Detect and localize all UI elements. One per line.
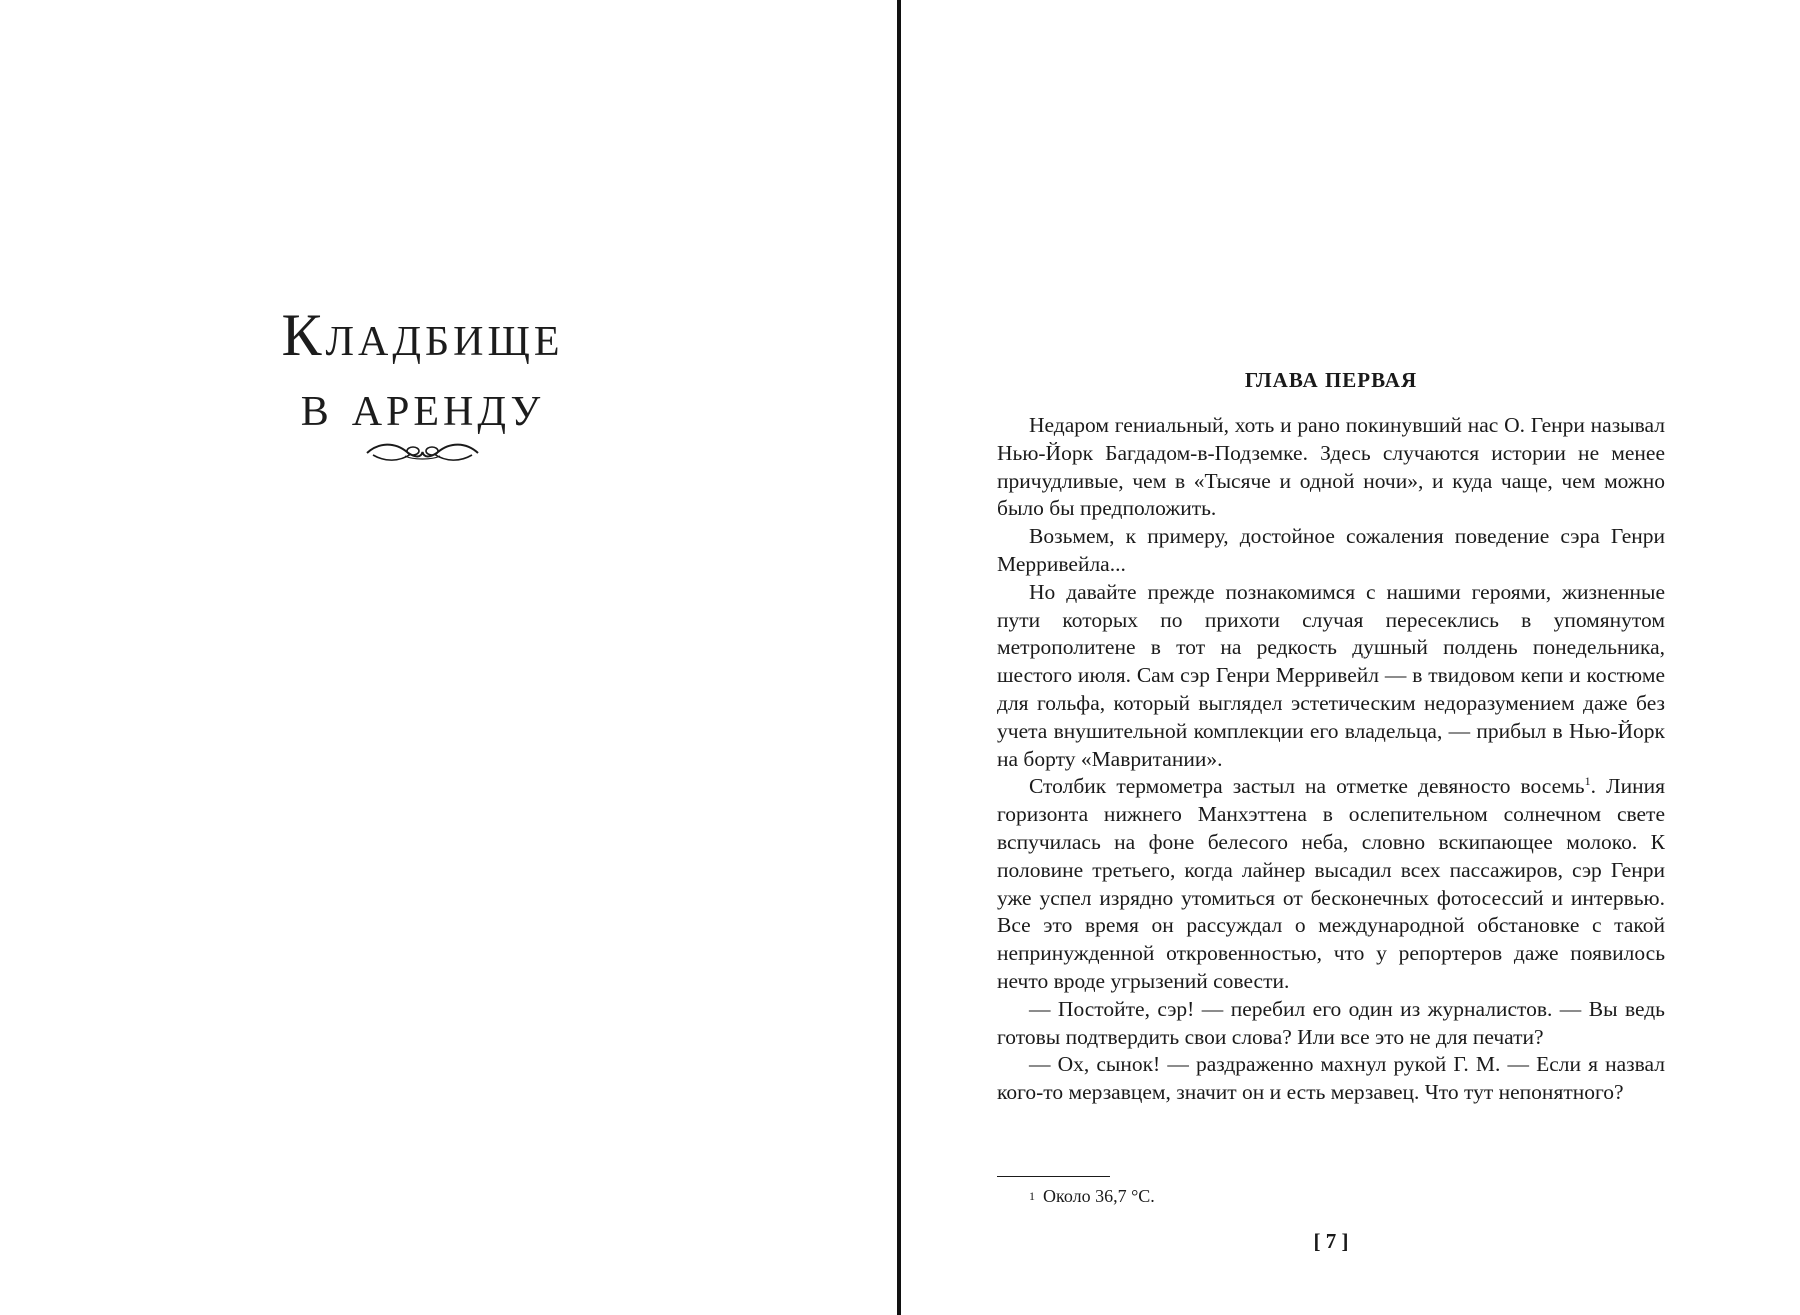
paragraph-punctuation: . xyxy=(1590,774,1596,799)
left-page xyxy=(0,0,898,1315)
chapter-heading: ГЛАВА ПЕРВАЯ xyxy=(1244,368,1418,392)
footnote-separator xyxy=(997,1176,1110,1177)
body-text xyxy=(997,412,1665,1107)
paragraph: Возьмем, к примеру, достойное сожаления поведение сэра Генри Мерривейла... xyxy=(997,524,1665,576)
paragraph: — Ох, сынок! — раздраженно махнул рукой Г. М. — Если я назвал кого-то мерзавцем, значит он и есть мерзавец. Что тут непонятного? xyxy=(997,1052,1665,1105)
book-title-line-2: в аренду xyxy=(300,372,545,438)
footnote-reference[interactable]: 1 xyxy=(1584,774,1591,789)
paragraph: Но давайте прежде познакомимся с нашими героями, жизненные пути которых по прихоти случая пересеклись в упомянутом метрополитене в тот на редкость душный полдень понедельника, шестого июля. Сам сэр Генри Мерривейл — в твидовом кепи и костюме для гольфа, который выглядел эстетическим недоразумением даже без учета внушительной комплекции его владельца, — прибыл в Нью-Йорк на борту «Мавритании». xyxy=(997,579,1665,771)
right-page xyxy=(901,0,1800,1315)
footnote xyxy=(1029,1184,1665,1208)
footnote-mark: 1 xyxy=(1029,1189,1035,1203)
paragraph-text: Столбик термометра застыл на отметке девяносто восемь xyxy=(1029,774,1585,799)
page-number: [ 7 ] xyxy=(1313,1229,1349,1253)
paragraph-text: Линия горизонта нижнего Манхэттена в ослепительном солнечном свете вспучилась на фоне белесого неба, словно вскипающее молоко. К половине третьего, когда лайнер высадил всех пассажиров, сэр Генри уже успел изрядно утомиться от бесконечных фотосессий и интервью. Все это время он рассуждал о международной обстановке с такой непринужденной откровенностью, что у репортеров даже появилось нечто вроде угрызений совести. xyxy=(997,774,1665,993)
paragraph xyxy=(997,773,1665,995)
paragraph: — Постойте, сэр! — перебил его один из журналистов. — Вы ведь готовы подтвердить свои слова? Или все это не для печати? xyxy=(997,996,1665,1049)
footnote-text: Около 36,7 °C. xyxy=(1043,1186,1155,1206)
book-title xyxy=(0,300,845,440)
book-title-line-1: Кладбище xyxy=(281,302,564,368)
flourish-ornament-icon xyxy=(365,438,480,466)
paragraph: Недаром гениальный, хоть и рано покинувший нас О. Генри называл Нью-Йорк Багдадом-в-Подземке. Здесь случаются истории не менее причудливые, чем в «Тысяче и одной ночи», и куда чаще, чем можно было бы предположить. xyxy=(997,413,1665,521)
